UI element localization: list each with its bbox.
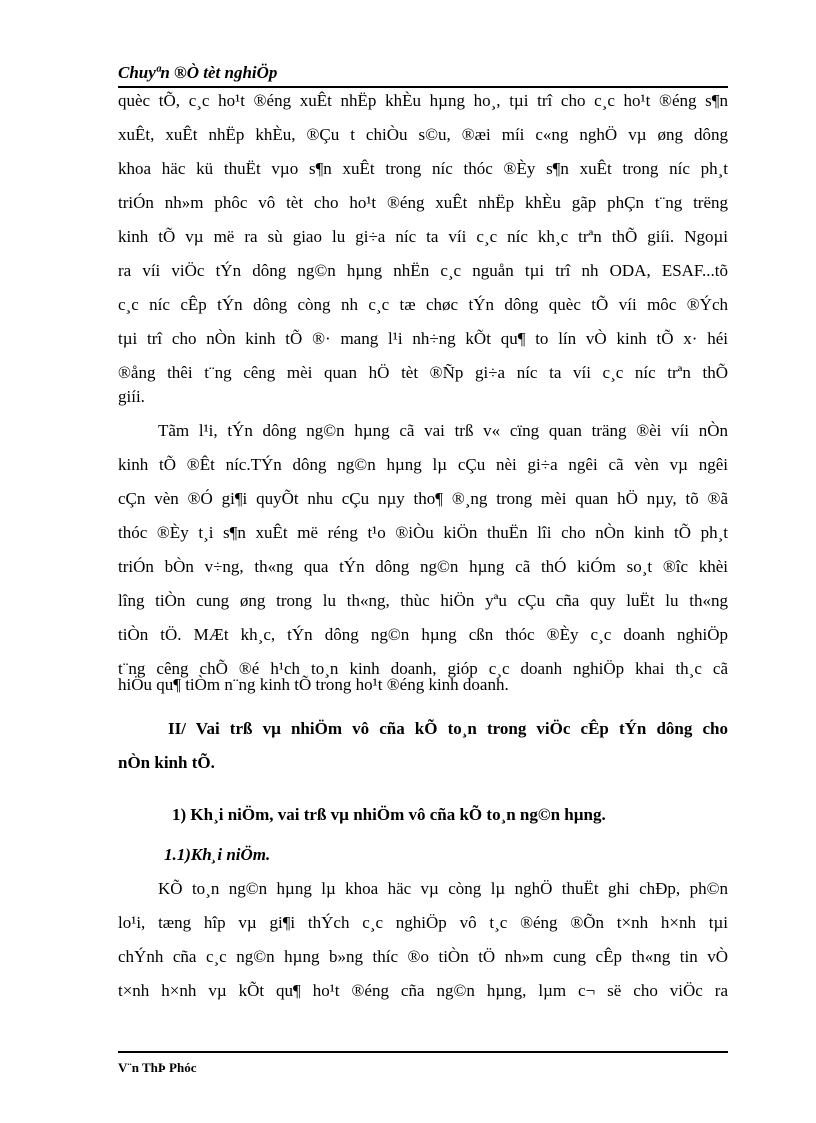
text-line: ®ång thêi t¨ng cêng mèi quan hÖ tèt ®Ñp gi÷a níc ta víi c¸c níc trªn thÕ — [118, 363, 728, 382]
text-line: t×nh h×nh vµ kÕt qu¶ ho¹t ®éng cña ng©n hµng, lµm c¬ së cho viÖc ra — [118, 981, 728, 1000]
text-line: c¸c níc cÊp tÝn dông còng nh c¸c tæ chøc tÝn dông quèc tÕ víi môc ®Ých — [118, 295, 728, 314]
text-line: khoa häc kü thuËt vµo s¶n xuÊt trong níc thóc ®Èy s¶n xuÊt trong níc ph¸t — [118, 159, 728, 178]
text-line: quèc tÕ, c¸c ho¹t ®éng xuÊt nhËp khÈu hµng ho¸, tµi trî cho c¸c ho¹t ®éng s¶n — [118, 91, 728, 110]
text-line: giíi. — [118, 387, 145, 406]
footer-rule — [118, 1051, 728, 1053]
text-line: triÓn bÒn v÷ng, th«ng qua tÝn dông ng©n hµng cã thÓ kiÓm so¸t ®îc khèi — [118, 557, 728, 576]
text-line: xuÊt, xuÊt nhËp khÈu, ®Çu t chiÒu s©u, ®æi míi c«ng nghÖ vµ øng dông — [118, 125, 728, 144]
subsection-heading: 1) Kh¸i niÖm, vai trß vµ nhiÖm vô cña kÕ to¸n ng©n hµng. — [172, 805, 606, 824]
text-line: kinh tÕ vµ më ra sù giao lu gi÷a níc ta víi c¸c níc kh¸c trªn thÕ giíi. Ngoµi — [118, 227, 728, 246]
text-line: chÝnh cña c¸c ng©n hµng b»ng thíc ®o tiÒn tÖ nh»m cung cÊp th«ng tin vÒ — [118, 947, 728, 966]
text-line: thóc ®Èy t¸i s¶n xuÊt më réng t¹o ®iÒu kiÖn thuËn lîi cho nÒn kinh tÕ ph¸t — [118, 523, 728, 542]
text-line: cÇn vèn ®Ó gi¶i quyÕt nhu cÇu nµy tho¶ ®¸ng trong mèi quan hÖ nµy, tõ ®ã — [118, 489, 728, 508]
section-heading: II/ Vai trß vµ nhiÖm vô cña kÕ to¸n trong viÖc cÊp tÝn dông cho — [168, 719, 728, 738]
text-line: KÕ to¸n ng©n hµng lµ khoa häc vµ còng lµ nghÖ thuËt ghi chÐp, ph©n — [158, 879, 728, 898]
header-rule — [118, 86, 728, 88]
text-line: hiÖu qu¶ tiÒm n¨ng kinh tÕ trong ho¹t ®éng kinh doanh. — [118, 675, 509, 694]
footer-author: V¨n ThÞ Phóc — [118, 1060, 197, 1075]
text-line: kinh tÕ ®Êt níc.TÝn dông ng©n hµng lµ cÇu nèi gi÷a ngêi cã vèn vµ ngêi — [118, 455, 728, 474]
text-line: Tãm l¹i, tÝn dông ng©n hµng cã vai trß v« cïng quan träng ®èi víi nÒn — [158, 421, 728, 440]
text-line: tµi trî cho nÒn kinh tÕ ®· mang l¹i nh÷ng kÕt qu¶ to lín vÒ kinh tÕ x· héi — [118, 329, 728, 348]
subsubsection-heading: 1.1)Kh¸i niÖm. — [164, 845, 271, 864]
header-title: Chuyªn ®Ò tèt nghiÖp — [118, 63, 278, 82]
section-heading: nÒn kinh tÕ. — [118, 753, 215, 772]
text-line: tiÒn tÖ. MÆt kh¸c, tÝn dông ng©n hµng cßn thóc ®Èy c¸c doanh nghiÖp — [118, 625, 728, 644]
text-line: lîng tiÒn cung øng trong lu th«ng, thùc hiÖn yªu cÇu cña quy luËt lu th«ng — [118, 591, 728, 610]
text-line: ra víi viÖc tÝn dông ng©n hµng nhËn c¸c nguån tµi trî nh ODA, ESAF...tõ — [118, 261, 728, 280]
text-line: t¨ng cêng chÕ ®é h¹ch to¸n kinh doanh, gióp c¸c doanh nghiÖp khai th¸c cã — [118, 659, 728, 678]
text-line: triÓn nh»m phôc vô tèt cho ho¹t ®éng xuÊt nhËp khÈu gãp phÇn t¨ng trëng — [118, 193, 728, 212]
text-line: lo¹i, tæng hîp vµ gi¶i thÝch c¸c nghiÖp vô t¸c ®éng ®Õn t×nh h×nh tµi — [118, 913, 728, 932]
